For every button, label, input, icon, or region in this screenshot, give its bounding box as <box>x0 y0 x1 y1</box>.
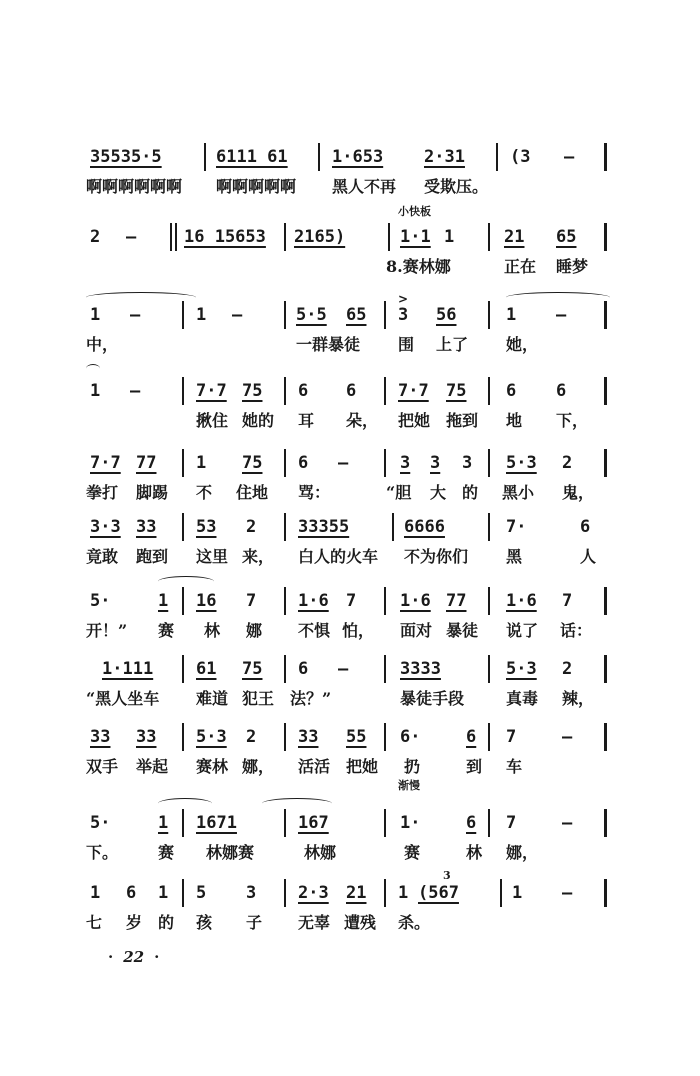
note-group: 35535·5 <box>90 147 162 167</box>
note-dash: — <box>562 883 573 903</box>
bar-line <box>284 513 286 541</box>
notation-line <box>86 658 610 682</box>
bar-line <box>384 449 386 477</box>
note-dash: — <box>126 227 137 247</box>
note-group: 7· <box>506 517 527 537</box>
note-group: 1·111 <box>102 659 154 679</box>
lyric-word: 跑到 <box>136 547 169 566</box>
notation-line <box>86 812 610 836</box>
bar-line <box>182 449 184 477</box>
bar-line <box>604 223 607 251</box>
bar-line <box>284 655 286 683</box>
note-dash: — <box>562 727 573 747</box>
note-dash: — <box>556 305 567 325</box>
lyric-word: 的 <box>462 483 479 502</box>
lyric-word: 扔 <box>404 757 421 776</box>
lyric-word: 把她 <box>398 411 431 430</box>
note-group: 5· <box>90 591 111 611</box>
lyrics-line <box>86 620 610 642</box>
score-system <box>86 146 610 216</box>
lyric-word: 受欺压。 <box>424 177 489 196</box>
lyric-word: 娜， <box>506 843 539 862</box>
score-system <box>86 779 610 882</box>
note-group: 5·5 <box>296 305 327 325</box>
lyric-word: 辣， <box>562 689 595 708</box>
note-group: 6 <box>346 381 357 401</box>
note-group: 6 <box>298 453 309 473</box>
note-group: 6111 61 <box>216 147 288 167</box>
bar-line <box>392 513 394 541</box>
note-group: 21 <box>346 883 367 903</box>
score-system <box>86 590 610 660</box>
bar-line <box>604 879 607 907</box>
note-group: 55 <box>346 727 367 747</box>
note-group: 1 <box>196 453 207 473</box>
note-dash: — <box>232 305 243 325</box>
lyric-word: 来， <box>242 547 275 566</box>
note-group: 77 <box>136 453 157 473</box>
bar-line <box>384 723 386 751</box>
lyric-word: 朵， <box>346 411 379 430</box>
page-number: · 22 · <box>98 948 169 966</box>
notation-line <box>86 304 610 328</box>
note-group: 3 <box>400 453 411 473</box>
lyric-word: 面对 <box>400 621 433 640</box>
lyrics-line <box>86 756 610 778</box>
bar-line <box>182 723 184 751</box>
lyric-word: 地 <box>506 411 523 430</box>
tie-arc <box>86 364 100 373</box>
note-group: 7 <box>506 727 517 747</box>
lyric-word: 举起 <box>136 757 169 776</box>
lyric-word: 拖到 <box>446 411 479 430</box>
note-group: 6 <box>298 381 309 401</box>
lyric-word: 七 <box>86 913 103 932</box>
bar-line <box>384 301 386 329</box>
notation-line <box>86 380 610 404</box>
score-system <box>86 726 610 796</box>
lyric-word: 暴徒手段 <box>400 689 465 708</box>
note-group: 3·3 <box>90 517 121 537</box>
notation-line <box>86 882 610 906</box>
lyric-word: 竟敢 <box>86 547 119 566</box>
note-group: 1 <box>90 381 101 401</box>
note-group: 2·31 <box>424 147 465 167</box>
bar-line <box>388 223 390 251</box>
note-group: 65 <box>346 305 367 325</box>
lyrics-line <box>86 912 610 934</box>
lyric-word: 白人的火车 <box>298 547 379 566</box>
note-group: 6· <box>400 727 421 747</box>
lyric-word: 林娜赛 <box>206 843 255 862</box>
note-group: 7 <box>246 591 257 611</box>
note-group: 5· <box>90 813 111 833</box>
note-group: 3 <box>398 305 409 325</box>
note-group: 3 <box>430 453 441 473</box>
bar-line <box>284 377 286 405</box>
bar-line <box>204 143 206 171</box>
lyric-word: 一群暴徒 <box>296 335 361 354</box>
bar-line <box>488 723 490 751</box>
lyric-word: 她， <box>506 335 539 354</box>
note-group: 1·6 <box>298 591 329 611</box>
note-group: 6 <box>466 727 477 747</box>
lyrics-line <box>86 482 610 504</box>
note-group: 1 <box>158 813 169 833</box>
note-group: 1 <box>196 305 207 325</box>
lyric-word: 鬼， <box>562 483 595 502</box>
lyric-word: 大 <box>430 483 447 502</box>
bar-line <box>318 143 320 171</box>
note-group: 65 <box>556 227 577 247</box>
note-group: 6 <box>506 381 517 401</box>
note-group: 1 <box>158 591 169 611</box>
lyrics-line <box>86 546 610 568</box>
lyrics-line <box>86 176 610 198</box>
note-group: 33 <box>90 727 111 747</box>
bar-line <box>488 655 490 683</box>
tempo-marking: 渐慢 <box>398 779 420 792</box>
lyric-word: 双手 <box>86 757 119 776</box>
score-system <box>86 516 610 586</box>
note-group: 6 <box>126 883 137 903</box>
lyric-word: 岁 <box>126 913 143 932</box>
lyric-word: 把她 <box>346 757 379 776</box>
score-system <box>86 452 610 522</box>
lyrics-line <box>86 256 610 278</box>
lyric-word: 难道 <box>196 689 229 708</box>
lyric-word: 活活 <box>298 757 331 776</box>
note-dash: — <box>564 147 575 167</box>
score-system <box>86 205 610 296</box>
lyric-word: “黑人坐车 <box>86 689 160 708</box>
note-group: 2 <box>246 517 257 537</box>
bar-line <box>182 513 184 541</box>
note-dash: — <box>562 813 573 833</box>
bar-line <box>604 377 607 405</box>
lyric-word: 围 <box>398 335 415 354</box>
note-group: 3333 <box>400 659 441 679</box>
tie-arc <box>158 798 212 809</box>
lyric-word: 赛 <box>404 843 421 862</box>
lyric-word: 赛 <box>158 843 175 862</box>
lyric-word: 说了 <box>506 621 539 640</box>
bar-line <box>488 587 490 615</box>
note-group: 7 <box>346 591 357 611</box>
score-system <box>86 869 610 952</box>
lyric-word: 不惧 <box>298 621 331 640</box>
bar-line <box>488 809 490 837</box>
note-group: 75 <box>446 381 467 401</box>
bar-line <box>488 513 490 541</box>
note-group: 1·1 <box>400 227 431 247</box>
lyrics-line <box>86 334 610 356</box>
score-system <box>86 380 610 450</box>
bar-line <box>384 655 386 683</box>
tempo-marking: 小快板 <box>398 205 431 218</box>
note-group: 16 15653 <box>184 227 266 247</box>
note-group: 1·653 <box>332 147 384 167</box>
lyric-word: 赛林 <box>196 757 229 776</box>
tie-arc <box>158 576 214 587</box>
bar-line <box>496 143 498 171</box>
lyric-word: 无辜 <box>298 913 331 932</box>
lyric-word: 黑小 <box>502 483 535 502</box>
bar-line <box>284 879 286 907</box>
lyric-word: 耳 <box>298 411 315 430</box>
lyric-word: 住地 <box>236 483 269 502</box>
bar-line <box>488 223 490 251</box>
bar-line <box>182 587 184 615</box>
note-dash: — <box>338 659 349 679</box>
note-group: 7·7 <box>398 381 429 401</box>
note-group: 33 <box>136 517 157 537</box>
note-group: 1 <box>90 883 101 903</box>
bar-line <box>604 655 607 683</box>
note-group: 6 <box>556 381 567 401</box>
lyric-word: “胆 <box>386 483 412 502</box>
lyric-word: 赛 <box>158 621 175 640</box>
lyric-word: 上了 <box>436 335 469 354</box>
notation-line <box>86 146 610 170</box>
note-group: 1 <box>506 305 517 325</box>
note-group: 75 <box>242 453 263 473</box>
note-group: 16 <box>196 591 217 611</box>
lyric-word: 不为你们 <box>404 547 469 566</box>
bar-line <box>182 809 184 837</box>
bar-line <box>384 879 386 907</box>
tie-arc <box>262 798 332 809</box>
notation-line <box>86 226 610 250</box>
bar-line <box>604 449 607 477</box>
bar-line <box>284 723 286 751</box>
note-group: 1 <box>444 227 455 247</box>
bar-line <box>284 587 286 615</box>
note-group: 2·3 <box>298 883 329 903</box>
note-group: 3 <box>462 453 473 473</box>
bar-line <box>384 587 386 615</box>
note-group: 6 <box>298 659 309 679</box>
bar-line <box>284 809 286 837</box>
tie-arc <box>86 292 196 303</box>
lyric-word: 林 <box>204 621 221 640</box>
note-group: 1 <box>398 883 409 903</box>
note-group: 1 <box>90 305 101 325</box>
lyric-word: 孩 <box>196 913 213 932</box>
lyric-word: 揪住 <box>196 411 229 430</box>
lyric-word: 骂： <box>298 483 331 502</box>
note-group: 56 <box>436 305 457 325</box>
note-group: 2165) <box>294 227 346 247</box>
note-group: 2 <box>246 727 257 747</box>
note-group: 1671 <box>196 813 237 833</box>
note-group: 75 <box>242 659 263 679</box>
notation-line <box>86 590 610 614</box>
lyric-word: 娜， <box>242 757 275 776</box>
lyric-word: 娜 <box>246 621 263 640</box>
triplet-marking: 3 <box>443 869 451 882</box>
notation-line <box>86 452 610 476</box>
lyric-word: 这里 <box>196 547 229 566</box>
notation-line <box>86 726 610 750</box>
note-group: 5 <box>196 883 207 903</box>
note-group: (567 <box>418 883 459 903</box>
note-group: 3 <box>246 883 257 903</box>
note-group: 75 <box>242 381 263 401</box>
note-group: 1 <box>512 883 523 903</box>
lyric-word: 中， <box>86 335 119 354</box>
lyric-word: 人 <box>580 547 597 566</box>
lyric-word: 黑人不再 <box>332 177 397 196</box>
lyric-word: 林娜 <box>304 843 337 862</box>
note-group: 2 <box>90 227 101 247</box>
note-group: 2 <box>562 453 573 473</box>
lyric-word: 法？” <box>290 689 332 708</box>
note-group: 1·6 <box>400 591 431 611</box>
lyric-word: 杀。 <box>398 913 431 932</box>
lyric-word: 开！” <box>86 621 128 640</box>
bar-line <box>182 301 184 329</box>
score-system <box>86 292 610 374</box>
bar-line <box>182 879 184 907</box>
note-group: 7·7 <box>90 453 121 473</box>
lyric-word: 子 <box>246 913 263 932</box>
note-group: 53 <box>196 517 217 537</box>
bar-line <box>182 655 184 683</box>
lyric-word: 的 <box>158 913 175 932</box>
lyric-word: 她的 <box>242 411 275 430</box>
bar-line <box>384 809 386 837</box>
accent-mark: > <box>398 292 409 306</box>
lyric-word: 脚踢 <box>136 483 169 502</box>
note-group: 5·3 <box>506 659 537 679</box>
note-dash: — <box>130 381 141 401</box>
lyric-word: 黑 <box>506 547 523 566</box>
bar-line <box>384 377 386 405</box>
bar-line <box>604 587 607 615</box>
note-group: 6666 <box>404 517 445 537</box>
note-group: 5·3 <box>196 727 227 747</box>
note-dash: — <box>130 305 141 325</box>
lyric-word: 8.赛林娜 <box>386 257 451 276</box>
lyric-word: 怕， <box>342 621 375 640</box>
note-group: 2 <box>562 659 573 679</box>
note-group: 61 <box>196 659 217 679</box>
bar-line <box>604 143 607 171</box>
note-group: 7 <box>562 591 573 611</box>
bar-line <box>182 377 184 405</box>
lyric-word: 林 <box>466 843 483 862</box>
lyric-word: 车 <box>506 757 523 776</box>
lyric-word: 到 <box>466 757 483 776</box>
bar-line <box>604 723 607 751</box>
bar-line <box>488 301 490 329</box>
bar-line <box>284 223 286 251</box>
bar-line <box>604 301 607 329</box>
note-group: 33 <box>136 727 157 747</box>
note-group: 6 <box>580 517 591 537</box>
lyric-word: 真毒 <box>506 689 539 708</box>
bar-line <box>604 809 607 837</box>
note-group: 21 <box>504 227 525 247</box>
note-group: 33 <box>298 727 319 747</box>
lyric-word: 正在 <box>504 257 537 276</box>
note-group: (3 <box>510 147 531 167</box>
bar-line <box>175 223 177 251</box>
lyric-word: 下， <box>556 411 589 430</box>
lyric-word: 啊啊啊啊啊啊 <box>86 177 183 196</box>
bar-line <box>488 449 490 477</box>
notation-line <box>86 516 610 540</box>
bar-line <box>500 879 502 907</box>
note-group: 1 <box>158 883 169 903</box>
bar-line <box>170 223 172 251</box>
lyrics-line <box>86 842 610 864</box>
score-system <box>86 658 610 728</box>
bar-line <box>488 377 490 405</box>
lyric-word: 啊啊啊啊啊 <box>216 177 297 196</box>
bar-line <box>284 449 286 477</box>
lyrics-line <box>86 688 610 710</box>
note-group: 1· <box>400 813 421 833</box>
lyric-word: 遭残 <box>344 913 377 932</box>
lyric-word: 暴徒 <box>446 621 479 640</box>
lyric-word: 话： <box>560 621 593 640</box>
lyrics-line <box>86 410 610 432</box>
note-group: 5·3 <box>506 453 537 473</box>
lyric-word: 下。 <box>86 843 119 862</box>
tie-arc <box>506 292 610 303</box>
note-group: 33355 <box>298 517 350 537</box>
note-group: 7·7 <box>196 381 227 401</box>
note-group: 77 <box>446 591 467 611</box>
note-group: 1·6 <box>506 591 537 611</box>
note-group: 6 <box>466 813 477 833</box>
lyric-word: 拳打 <box>86 483 119 502</box>
lyric-word: 睡梦 <box>556 257 589 276</box>
note-group: 167 <box>298 813 329 833</box>
note-dash: — <box>338 453 349 473</box>
bar-line <box>284 301 286 329</box>
note-group: 7 <box>506 813 517 833</box>
lyric-word: 不 <box>196 483 213 502</box>
lyric-word: 犯王 <box>242 689 275 708</box>
